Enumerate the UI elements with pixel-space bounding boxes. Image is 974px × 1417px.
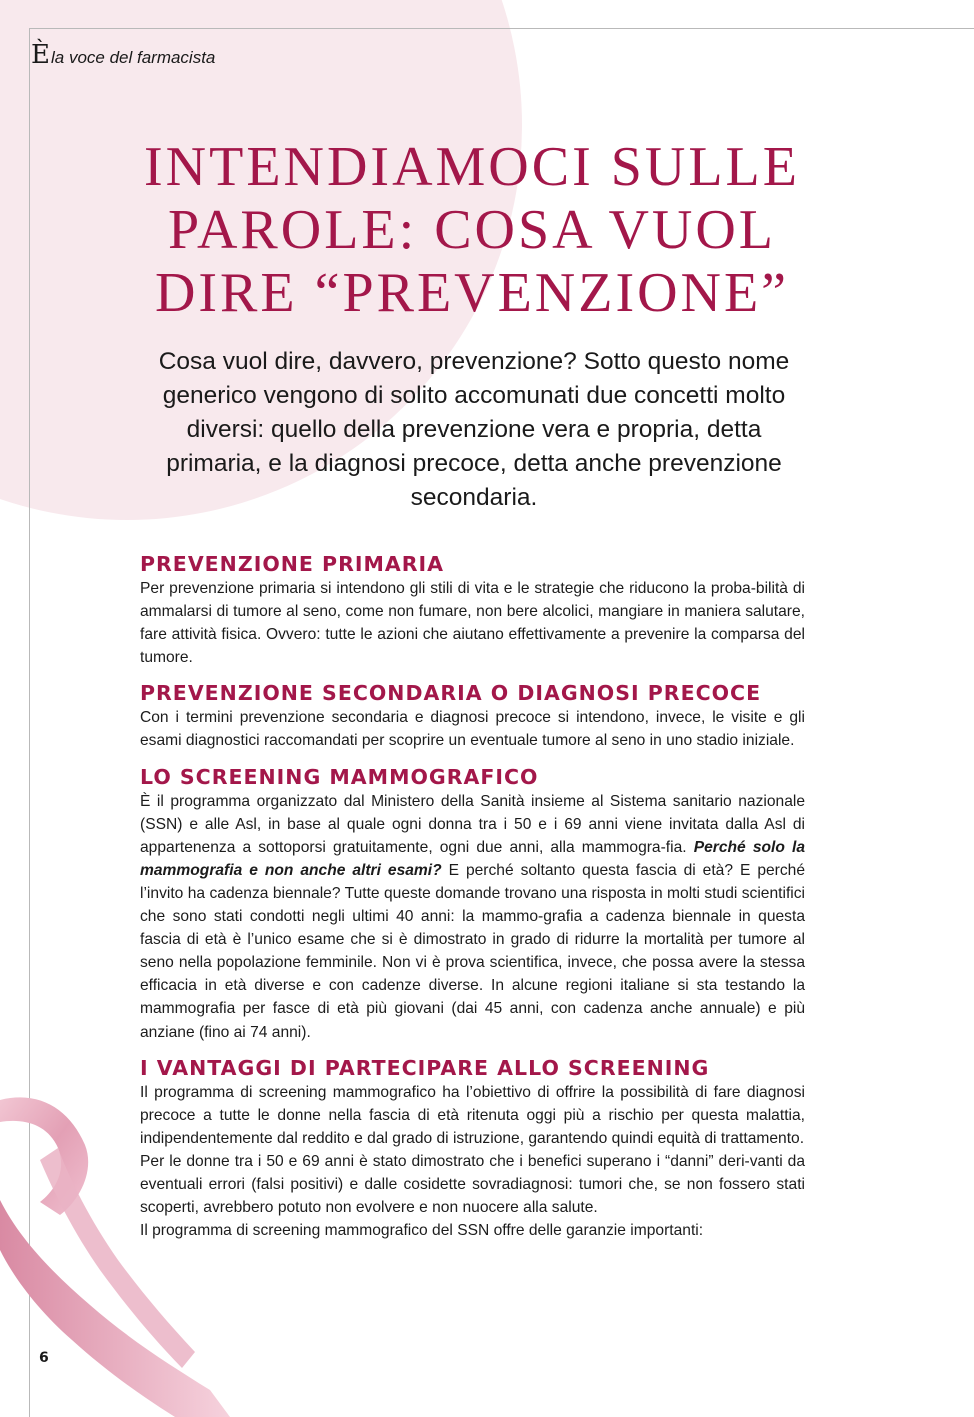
section-primary-prevention	[140, 551, 805, 669]
title-line-1: INTENDIAMOCI SULLE	[144, 136, 800, 198]
section-heading: PREVENZIONE SECONDARIA O DIAGNOSI PRECOCE	[140, 681, 762, 706]
section-paragraph: Per prevenzione primaria si intendono gli stili di vita e le strategie che riducono la proba-bilità di ammalarsi di tumore al seno, come non fumare, non bere alcolici, mangiare in maniera salutare, fare attività fisica. Ovvero: tutte le azioni che aiutano effettivamente a prevenire la comparsa del tumore.	[140, 580, 805, 667]
section-paragraph	[140, 790, 805, 1044]
section-heading: PREVENZIONE PRIMARIA	[140, 552, 445, 576]
magazine-logo: È	[31, 40, 50, 70]
section-mammographic-screening	[140, 764, 805, 1044]
section-heading: I VANTAGGI DI PARTECIPARE ALLO SCREENING	[140, 1055, 710, 1080]
section-paragraph: Con i termini prevenzione secondaria e diagnosi precoce si intendono, invece, le visite e gli esami diagnostici raccomandati per scoprire un eventuale tumore al seno in uno stadio iniziale.	[140, 709, 805, 750]
top-rule	[29, 28, 974, 29]
section-heading: LO SCREENING MAMMOGRAFICO	[140, 764, 539, 789]
title-line-3: DIRE “PREVENZIONE”	[154, 262, 790, 324]
paragraph-text: E perché soltanto questa fascia di età? E perché l’invito ha cadenza biennale? Tutte queste domande trovano una risposta in molti studi scientifici che sono stati condotti negli ultimi 40 anni: la mammo-grafia a cadenza biennale in questa fascia di età è l’unico esame che si è dimostrato in grado di ridurre la mortalità per tumore al seno nella popolazione femminile. Non vi è prova scientifica, invece, che possa avere la stessa efficacia in età diverse e con cadenze diverse. In alcune regioni italiane si sta testando la mammografia per fasce di età più giovani (dai 45 anni, con cadenza anche annuale) e più anziane (fino ai 74 anni).	[140, 861, 806, 1041]
paragraph-text: È il programma organizzato dal Ministero della Sanità insieme al Sistema sanitario nazionale (SSN) e alle Asl, in base al quale ogni donna tra i 50 e i 69 anni viene invitata dalla Asl di appartenenza a sottoporsi gratuitamente, ogni due anni, alla mammogra-fia.	[140, 792, 805, 856]
section-paragraph: Per le donne tra i 50 e 69 anni è stato dimostrato che i benefici superano i “danni” deri-vanti da eventuali errori (falsi positivi) e dalle cosidette sovradiagnosi: tumori che, se non fossero stati scoperti, avrebbero potuto non evolvere e non nuocere alla salute.	[140, 1152, 805, 1217]
running-header	[31, 40, 215, 70]
lead-paragraph: Cosa vuol dire, davvero, prevenzione? Sotto questo nome generico vengono di solito accomunati due concetti molto diversi: quello della prevenzione vera e propria, detta primaria, e la diagnosi precoce, detta anche prevenzione secondaria.	[158, 348, 790, 511]
running-title: la voce del farmacista	[50, 48, 216, 67]
section-screening-benefits	[140, 1055, 805, 1243]
section-paragraph: Il programma di screening mammografico ha l’obiettivo di offrire la possibilità di fare diagnosi precoce a tutte le donne nella fascia di età ritenuta oggi più a rischio per questa malattia, indipendentemente dal reddito e dal grado di istruzione, garantendo quindi equità di trattamento.	[140, 1083, 805, 1147]
emphasized-question: Perché solo la mammografia e non anche altri esami?	[140, 838, 805, 879]
page-number: 6	[39, 1350, 49, 1366]
section-paragraph: Il programma di screening mammografico del SSN offre delle garanzie importanti:	[140, 1222, 704, 1240]
title-line-2: PAROLE: COSA VUOL	[167, 199, 777, 261]
section-secondary-prevention	[140, 680, 805, 752]
article-title	[100, 136, 844, 325]
article-body	[140, 551, 805, 1253]
